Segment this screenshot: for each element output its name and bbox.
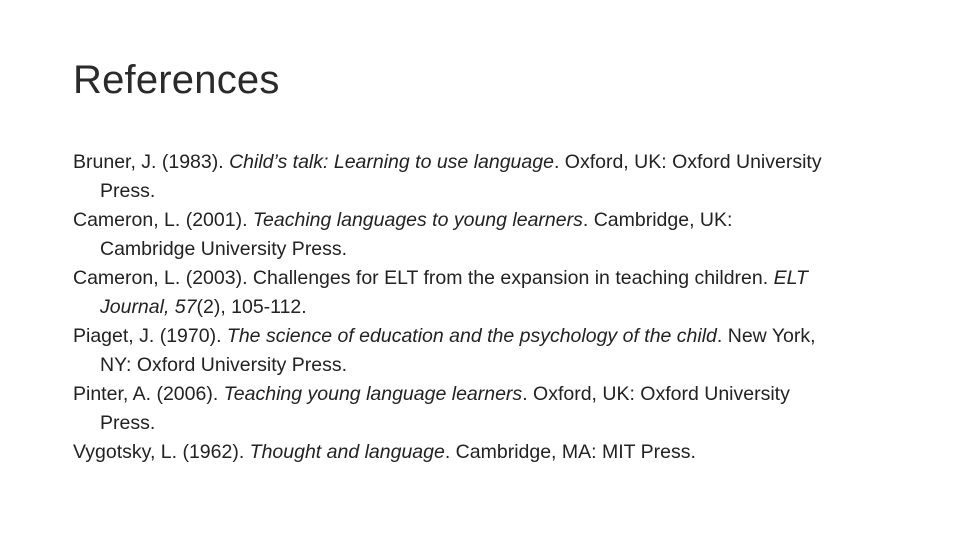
reference-item	[73, 206, 833, 264]
reference-publisher: . Cambridge, MA: MIT Press.	[444, 441, 696, 463]
reference-author-year: Bruner, J. (1983).	[73, 151, 230, 173]
reference-publisher: . Cambridge, UK: Cambridge University Press.	[100, 209, 733, 260]
reference-item	[73, 148, 833, 206]
reference-publisher: . Oxford, UK: Oxford University Press.	[100, 383, 790, 434]
reference-title: Child’s talk: Learning to use language	[229, 151, 554, 173]
reference-title: Teaching languages to young learners	[252, 209, 583, 231]
reference-publisher: . New York, NY: Oxford University Press.	[100, 325, 816, 376]
reference-publisher: . Oxford, UK: Oxford University Press.	[100, 151, 822, 202]
reference-item	[73, 264, 833, 322]
reference-issue-pages: (2), 105-112.	[196, 296, 307, 318]
reference-title: Teaching young language learners	[223, 383, 523, 405]
reference-list	[73, 148, 833, 467]
reference-author-year: Cameron, L. (2001).	[73, 209, 253, 231]
slide-title: References	[73, 58, 280, 102]
reference-item	[73, 438, 833, 467]
reference-title: The science of education and the psychology of the child	[226, 325, 717, 347]
reference-author-year: Vygotsky, L. (1962).	[73, 441, 250, 463]
reference-item	[73, 322, 833, 380]
reference-author-year: Pinter, A. (2006).	[73, 383, 224, 405]
reference-item	[73, 380, 833, 438]
reference-journal: ELT Journal, 57	[100, 267, 808, 318]
reference-author-year: Piaget, J. (1970).	[73, 325, 227, 347]
reference-author-year: Cameron, L. (2003). Challenges for ELT from the expansion in teaching children.	[73, 267, 774, 289]
reference-title: Thought and language	[249, 441, 445, 463]
